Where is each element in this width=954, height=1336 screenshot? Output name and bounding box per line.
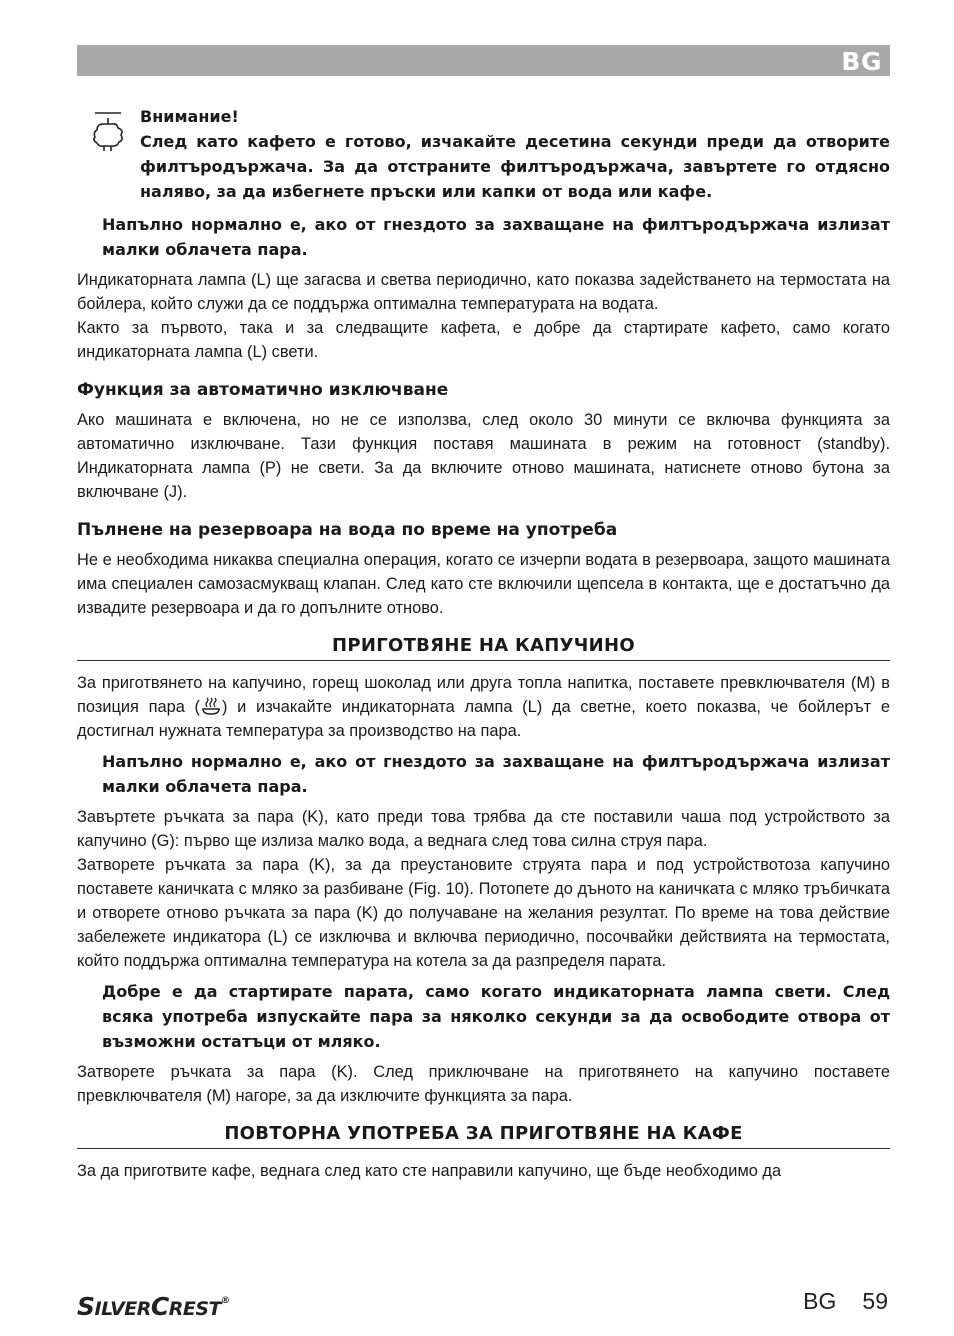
logo-letter-s: S [77, 1292, 95, 1321]
header-bar [77, 45, 890, 76]
section-text-auto-off: Ако машината е включена, но не се използва, след около 30 минути се включва функцията за автоматично изключване. Тази функция поставя машината в режим на готовност (standby). Индикаторната лампа (P) не свети. За да включите отново машината, натиснете отново бутона за включване (J). [77, 411, 890, 501]
footer-language: BG [803, 1288, 837, 1314]
page-number: 59 [862, 1288, 888, 1314]
logo-registered-mark: ® [221, 1296, 230, 1306]
cappuccino-paragraph-b: Затворете ръчката за пара (K), за да преустановите струята пара и под устройствотоза капучино поставете каничката с мляко за разбиване (Fig. 10). Потопете до дъното на каничката с мляко тръбичката и отворете отново ръчката за пара (K) до получаване на желания резултат. По време на това действие забележете индикатора (L) се изключва и включва периодично, посочвайки действията на термостата, който поддържа оптимална температура на котела за да разпределя парата. [77, 856, 890, 970]
footer-page-info [803, 1288, 888, 1315]
header-language: BG [841, 47, 882, 76]
section-title-refill: Пълнене на резервоара на вода по време на употреба [77, 520, 618, 540]
logo-crest-rest: REST [168, 1298, 222, 1320]
cappuccino-steam-note: Напълно нормално е, ако от гнездото за захващане на филтъродържача излизат малки облачета пара. [102, 752, 890, 796]
silvercrest-logo [77, 1292, 230, 1321]
section-title-auto-off: Функция за автоматично изключване [77, 380, 449, 400]
steam-note: Напълно нормално е, ако от гнездото за захващане на филтъродържача излизат малки облачета пара. [102, 215, 890, 259]
warning-text: След като кафето е готово, изчакайте десетина секунди преди да отворите филтъродържача. За да отстраните филтъродържача, завъртете го отдясно наляво, за да избегнете пръски или капки от вода или кафе. [140, 132, 890, 201]
paragraph-coffee-start: Както за първото, така и за следващите кафета, е добре да стартирате кафето, само когато индикаторната лампа (L) свети. [77, 319, 890, 361]
cappuccino-intro-start: За приготвянето на капучино, горещ шоколад или друга топла напитка, поставете превключвателя (M) в позиция пара ( [77, 674, 890, 716]
section-text-reuse: За да приготвите кафе, веднага след като сте направили капучино, ще бъде необходимо да [77, 1162, 782, 1180]
section-title-reuse: ПОВТОРНА УПОТРЕБА ЗА ПРИГОТВЯНЕ НА КАФЕ [77, 1122, 890, 1149]
warning-title: Внимание! [140, 107, 239, 126]
section-text-refill: Не е необходима никаква специална операция, когато се изчерпи водата в резервоара, защото машината има специален самозасмукващ клапан. След като сте включили щепсела в контакта, ще е достатъчно да извадите резервоара и да го допълните отново. [77, 551, 890, 617]
cappuccino-intro-end: ) и изчакайте индикаторната лампа (L) да светне, което показва, че бойлерът е достигнал нужната температура за производство на пара. [77, 698, 891, 740]
hot-hand-warning-icon [89, 110, 127, 154]
steam-icon [200, 697, 222, 715]
page-content [77, 104, 890, 1183]
cappuccino-paragraph-c: Затворете ръчката за пара (K). След приключване на приготвянето на капучино поставете превключвателя (M) нагоре, за да изключите функцията за пара. [77, 1063, 890, 1105]
section-title-cappuccino: ПРИГОТВЯНЕ НА КАПУЧИНО [77, 634, 890, 661]
cappuccino-steam-note-2: Добре е да стартирате парата, само когато индикаторната лампа свети. След всяка употреба изпускайте пара за няколко секунди за да освободите отвора от възможни остатъци от мляко. [102, 982, 890, 1051]
warning-block [77, 104, 890, 204]
logo-silver-rest: ILVER [94, 1298, 151, 1320]
logo-letter-c: C [150, 1292, 169, 1321]
paragraph-indicator-lamp: Индикаторната лампа (L) ще загасва и светва периодично, като показва задействането на термостата на бойлера, който служи да се поддържа оптимална температурата на водата. [77, 271, 890, 313]
cappuccino-paragraph-a: Завъртете ръчката за пара (K), като преди това трябва да сте поставили чаша под устройството за капучино (G): първо ще излиза малко вода, а веднага след това силна струя пара. [77, 808, 890, 850]
cappuccino-intro [77, 671, 890, 743]
